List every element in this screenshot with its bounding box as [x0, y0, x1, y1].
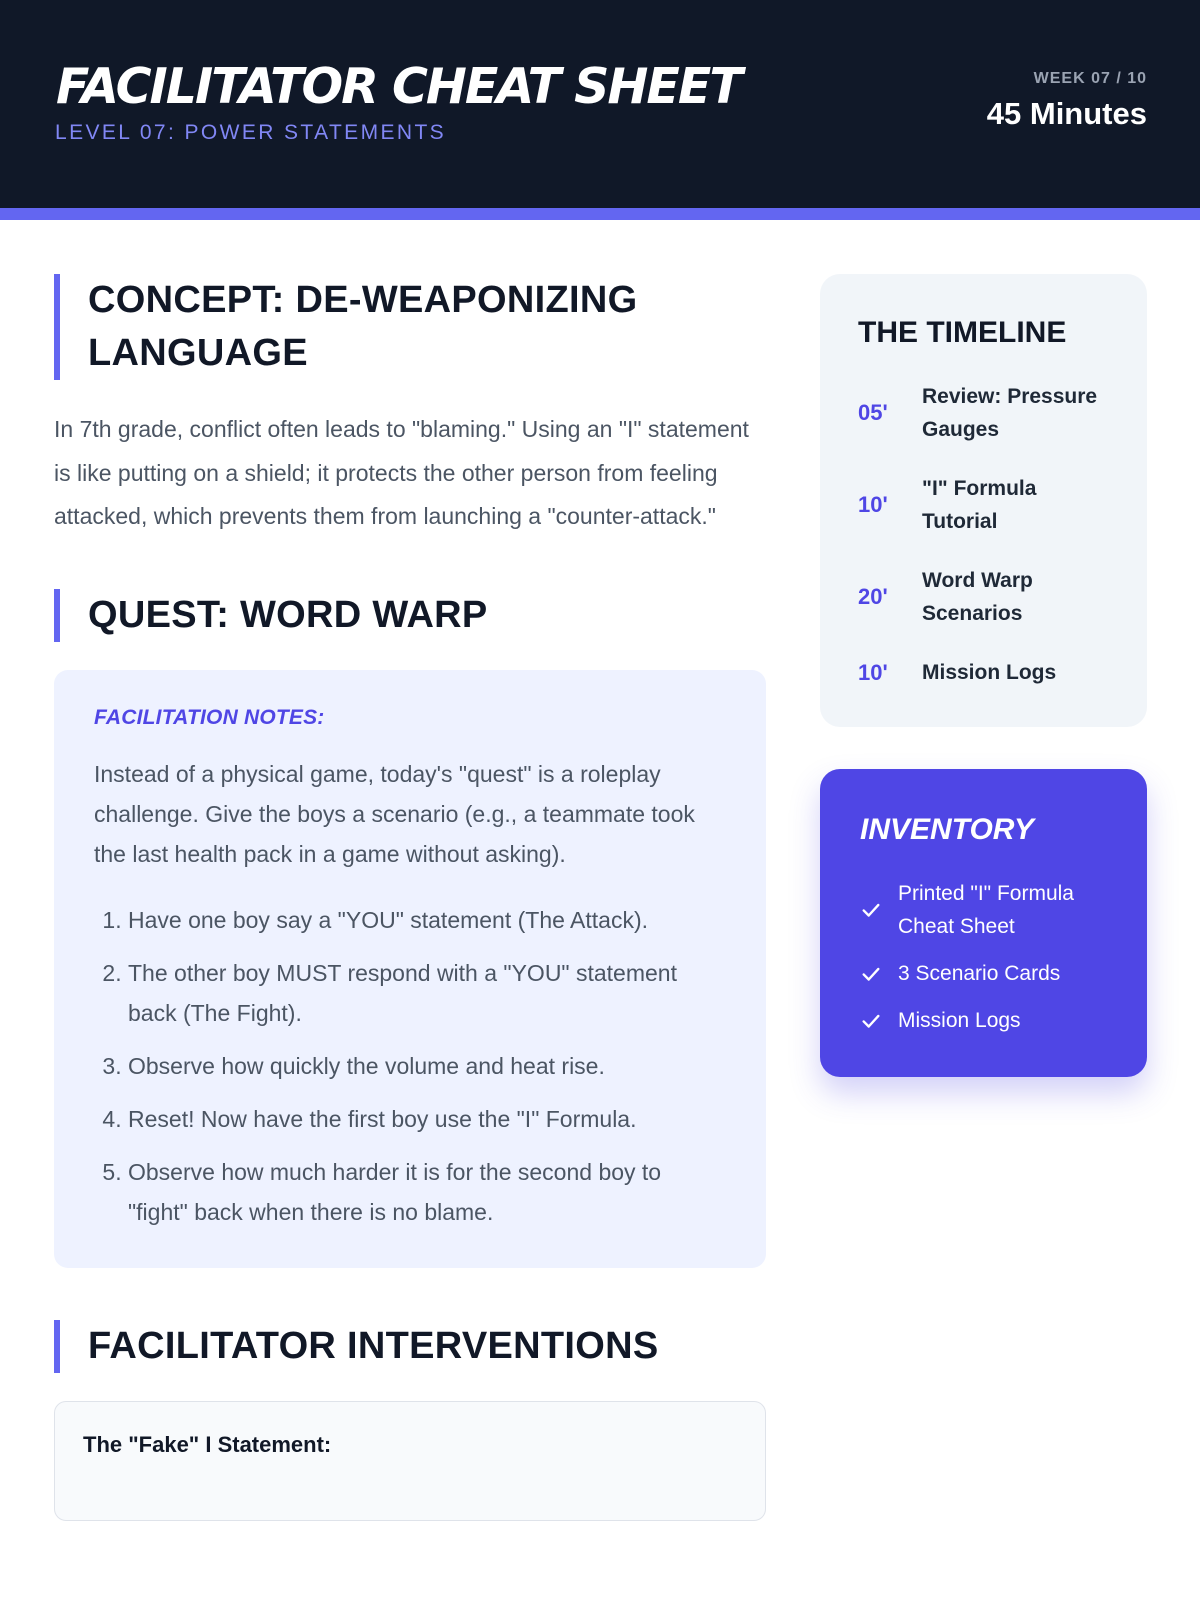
page-title: FACILITATOR CHEAT SHEET: [56, 58, 741, 115]
timeline-item-time: 20': [858, 584, 888, 609]
check-icon: [860, 1010, 882, 1032]
timeline-item: [858, 564, 1109, 630]
quest-step: 2. The other boy MUST respond with a "YOU" statement back (The Fight).: [128, 953, 726, 1033]
sidebar-column: [820, 274, 1147, 1077]
header-accent-bar: [0, 208, 1200, 220]
timeline-item: [858, 472, 1109, 538]
timeline-title: THE TIMELINE: [858, 316, 1067, 349]
inventory-item: [860, 877, 1107, 943]
intervention-card: [54, 1401, 766, 1521]
check-icon: [860, 963, 882, 985]
quest-step: 5. Observe how much harder it is for the second boy to "fight" back when there is no blame.: [128, 1152, 726, 1232]
quest-step: 1. Have one boy say a "YOU" statement (The Attack).: [128, 900, 726, 940]
quest-step: 3. Observe how quickly the volume and heat rise.: [128, 1046, 726, 1086]
timeline-card: [820, 274, 1147, 727]
timeline-item-label: Mission Logs: [922, 661, 1057, 684]
timeline-item-time: 05': [858, 400, 888, 425]
inventory-item-label: Printed "I" Formula Cheat Sheet: [898, 882, 1074, 938]
inventory-title: INVENTORY: [860, 813, 1034, 846]
facilitation-notes-card: [54, 670, 766, 1268]
timeline-item-time: 10': [858, 492, 888, 517]
interventions-heading: FACILITATOR INTERVENTIONS: [54, 1320, 766, 1373]
timeline-item: [858, 656, 1109, 689]
inventory-item: [860, 1004, 1107, 1037]
quest-steps-list: [94, 900, 726, 1232]
main-column: [54, 274, 766, 1521]
concept-heading: CONCEPT: DE-WEAPONIZING LANGUAGE: [54, 274, 766, 380]
facilitation-notes-label: FACILITATION NOTES:: [94, 705, 325, 729]
intervention-title: The "Fake" I Statement:: [83, 1431, 332, 1457]
quest-step: 4. Reset! Now have the first boy use the "I" Formula.: [128, 1099, 726, 1139]
timeline-item: [858, 380, 1109, 446]
inventory-item-label: 3 Scenario Cards: [898, 962, 1061, 985]
timeline-item-label: "I" Formula Tutorial: [922, 477, 1037, 533]
inventory-item: [860, 957, 1107, 990]
week-indicator: WEEK 07 / 10: [1033, 70, 1147, 87]
facilitation-notes-intro: Instead of a physical game, today's "quest" is a roleplay challenge. Give the boys a scenario (e.g., a teammate took the last health pack in a game without asking).: [94, 760, 695, 867]
check-icon: [860, 899, 882, 921]
timeline-item-label: Review: Pressure Gauges: [922, 385, 1098, 441]
page-subtitle: LEVEL 07: POWER STATEMENTS: [55, 121, 447, 144]
inventory-card: [820, 769, 1147, 1077]
timeline-item-time: 10': [858, 659, 888, 685]
session-duration: 45 Minutes: [986, 96, 1147, 131]
concept-text: In 7th grade, conflict often leads to "blaming." Using an "I" statement is like putting on a shield; it protects the other person from feeling attacked, which prevents them from launching a "counter-attack.": [54, 416, 749, 529]
header-banner: [0, 0, 1200, 208]
quest-heading: QUEST: WORD WARP: [54, 589, 766, 642]
inventory-item-label: Mission Logs: [898, 1009, 1021, 1032]
timeline-item-label: Word Warp Scenarios: [922, 569, 1033, 625]
